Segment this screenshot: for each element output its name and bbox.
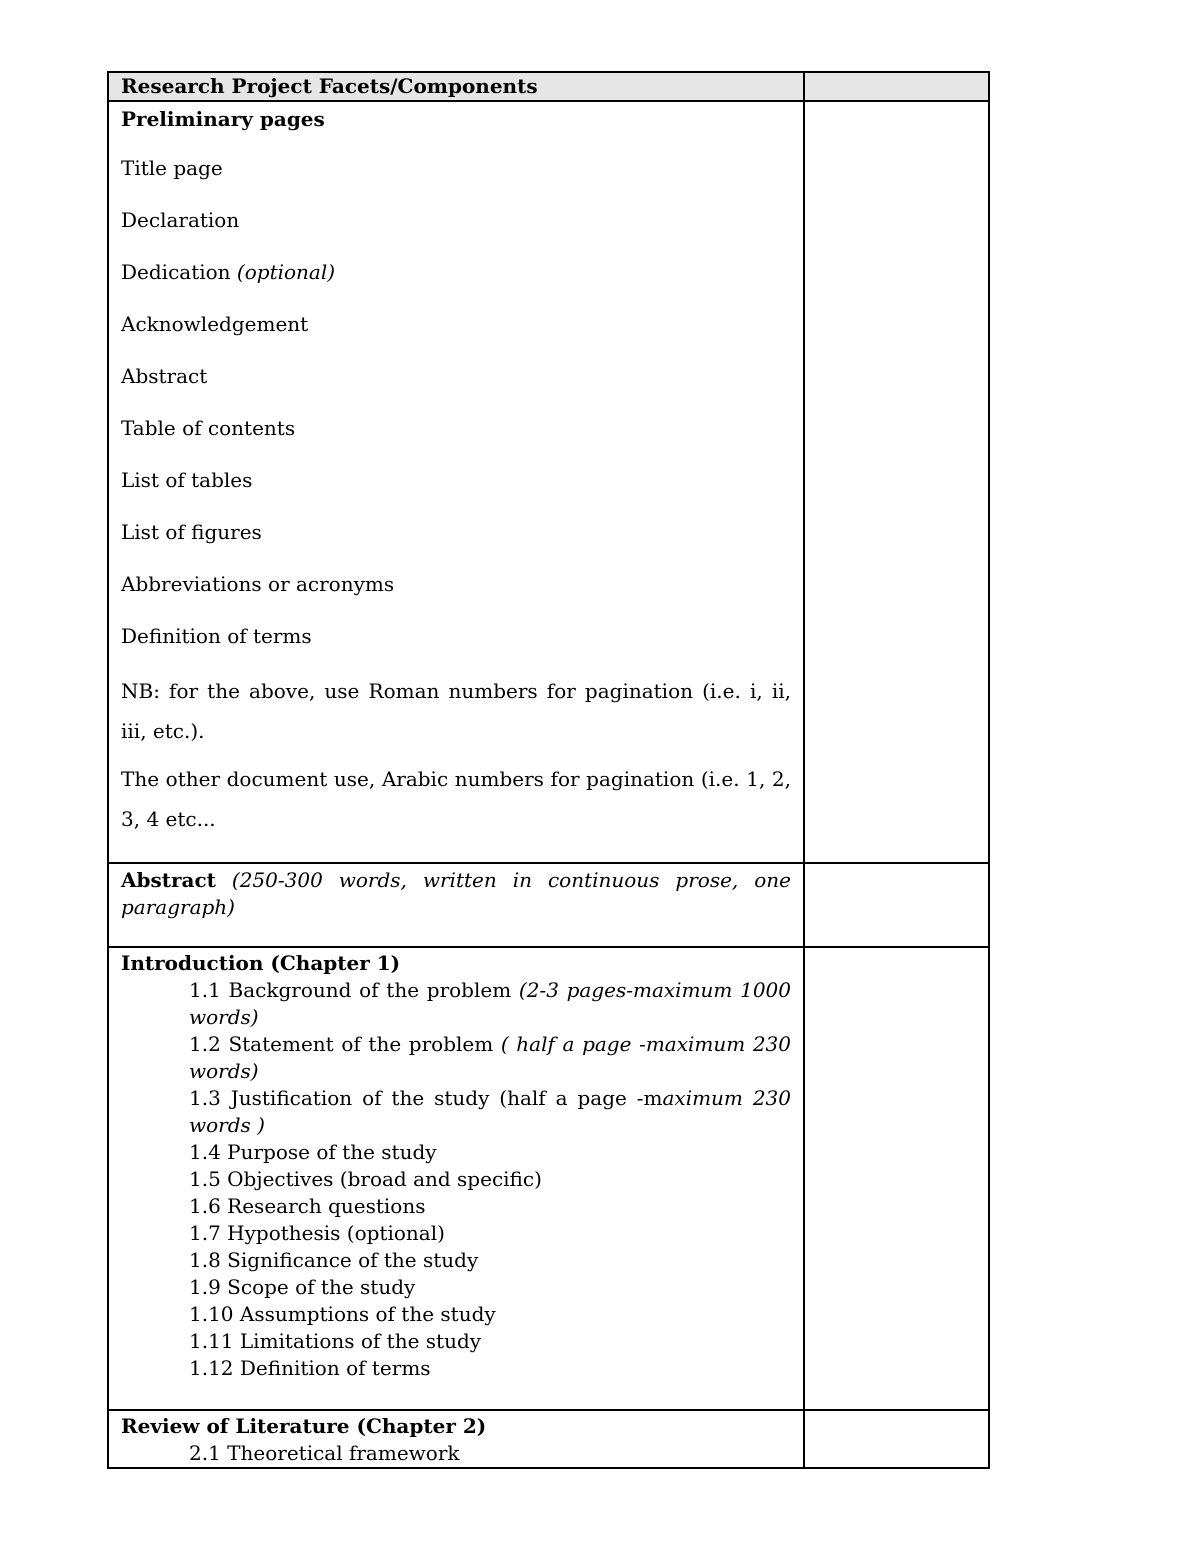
introduction-row [108,947,989,1410]
pagination-note-arabic: The other document use, Arabic numbers for pagination (i.e. 1, 2, 3, 4 etc... [121,767,791,831]
list-item: 1.11 Limitations of the study [189,1329,482,1353]
abstract-notes-cell [804,863,989,947]
abstract-description [121,867,791,921]
introduction-notes-cell [804,947,989,1410]
list-item: Abbreviations or acronyms [121,572,395,596]
list-item: Declaration [121,208,240,232]
list-item: Acknowledgement [121,312,309,336]
preliminary-cell [108,101,804,863]
list-item: 2.1 Theoretical framework [189,1441,460,1465]
abstract-note: (250-300 words, written in continuous prose, one paragraph) [121,868,791,919]
abstract-title: Abstract [121,868,216,892]
table-header-row [108,72,989,101]
preliminary-list [121,155,791,650]
preliminary-title: Preliminary pages [121,107,325,131]
list-item: 1.3 Justification of the study (half a page -maximum 230 words ) [189,1086,791,1137]
components-table [107,71,990,1469]
optional-note: (optional) [236,260,336,284]
introduction-cell [108,947,804,1410]
abstract-row [108,863,989,947]
list-item: 1.9 Scope of the study [189,1275,416,1299]
list-item: 1.7 Hypothesis (optional) [189,1221,445,1245]
list-item: 1.4 Purpose of the study [189,1140,437,1164]
abstract-cell [108,863,804,947]
list-item: List of figures [121,520,262,544]
literature-title: Review of Literature (Chapter 2) [121,1414,487,1438]
list-item: 1.2 Statement of the problem ( half a page -maximum 230 words) [189,1032,792,1083]
list-item: Table of contents [121,416,296,440]
literature-cell [108,1410,804,1468]
list-item: 1.12 Definition of terms [189,1356,431,1380]
list-item: 1.8 Significance of the study [189,1248,479,1272]
header-cell-components [108,72,804,101]
preliminary-notes-cell [804,101,989,863]
literature-notes-cell [804,1410,989,1468]
list-item: 1.6 Research questions [189,1194,426,1218]
list-item: Dedication (optional) [121,260,336,284]
introduction-title: Introduction (Chapter 1) [121,951,401,975]
list-item: 1.5 Objectives (broad and specific) [189,1167,542,1191]
header-cell-empty [804,72,989,101]
preliminary-row [108,101,989,863]
literature-row [108,1410,989,1468]
pagination-note-roman: NB: for the above, use Roman numbers for pagination (i.e. i, ii, iii, etc.). [121,679,791,743]
list-item: Title page [121,156,223,180]
list-item: Definition of terms [121,624,312,648]
header-label: Research Project Facets/Components [121,74,538,98]
list-item: List of tables [121,468,253,492]
list-item: 1.10 Assumptions of the study [189,1302,496,1326]
list-item: 1.1 Background of the problem (2-3 pages-maximum 1000 words) [189,978,792,1029]
list-item: Abstract [121,364,208,388]
